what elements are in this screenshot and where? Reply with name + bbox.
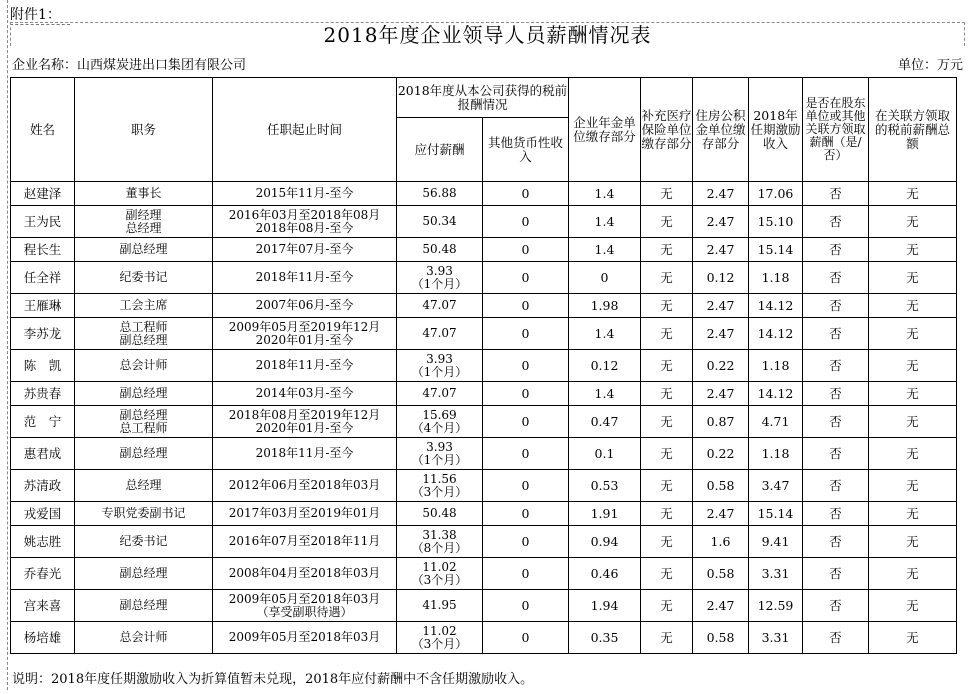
related-pay-cell: 无 xyxy=(869,406,957,438)
other-income-cell: 0 xyxy=(483,558,569,590)
position-cell xyxy=(75,382,213,406)
incentive-cell: 17.06 xyxy=(749,182,803,206)
salary-line: 50.48 xyxy=(422,506,457,520)
position-cell xyxy=(75,350,213,382)
term-line: 2020年01月-至今 xyxy=(255,332,354,347)
related-flag-cell: 否 xyxy=(803,206,869,238)
salary-cell xyxy=(397,382,483,406)
related-pay-cell: 无 xyxy=(869,558,957,590)
position-line: 副总经理 xyxy=(119,407,168,422)
housing-cell: 0.12 xyxy=(693,262,749,294)
salary-line: 15.69 xyxy=(422,407,457,422)
annuity-cell: 1.4 xyxy=(569,238,641,262)
salary-line: 11.02 xyxy=(422,559,457,574)
other-income-cell: 0 xyxy=(483,262,569,294)
position-line: 总会计师 xyxy=(119,358,168,372)
related-pay-cell: 无 xyxy=(869,350,957,382)
position-cell xyxy=(75,262,213,294)
housing-cell: 2.47 xyxy=(693,206,749,238)
medical-cell: 无 xyxy=(641,590,693,622)
position-line: 总经理 xyxy=(125,478,162,492)
header-name: 姓名 xyxy=(11,78,75,182)
table-row xyxy=(11,206,957,238)
annuity-cell: 0.53 xyxy=(569,470,641,502)
other-income-cell: 0 xyxy=(483,438,569,470)
term-cell xyxy=(213,470,397,502)
medical-cell: 无 xyxy=(641,438,693,470)
term-line: 2008年04月至2018年03月 xyxy=(228,566,381,580)
position-cell xyxy=(75,206,213,238)
related-flag-cell: 否 xyxy=(803,294,869,318)
position-line: 副总经理 xyxy=(119,566,168,580)
salary-line: 3.93 xyxy=(426,439,453,454)
medical-cell: 无 xyxy=(641,622,693,654)
housing-cell: 2.47 xyxy=(693,238,749,262)
related-flag-cell: 否 xyxy=(803,502,869,526)
position-line: 总会计师 xyxy=(119,630,168,644)
salary-line: （3个月） xyxy=(411,636,468,651)
table-row xyxy=(11,318,957,350)
salary-cell xyxy=(397,502,483,526)
term-line: 2015年11月-至今 xyxy=(255,186,354,200)
salary-cell xyxy=(397,558,483,590)
housing-cell: 0.58 xyxy=(693,622,749,654)
annuity-cell: 1.94 xyxy=(569,590,641,622)
related-flag-cell: 否 xyxy=(803,526,869,558)
salary-line: 47.07 xyxy=(422,326,457,340)
term-cell xyxy=(213,382,397,406)
medical-cell: 无 xyxy=(641,350,693,382)
table-row xyxy=(11,590,957,622)
table-row xyxy=(11,182,957,206)
salary-line: （8个月） xyxy=(411,540,468,555)
header-housing: 住房公积金单位缴存部分 xyxy=(693,78,749,182)
table-row xyxy=(11,382,957,406)
related-pay-cell: 无 xyxy=(869,590,957,622)
position-cell xyxy=(75,438,213,470)
housing-cell: 2.47 xyxy=(693,590,749,622)
medical-cell: 无 xyxy=(641,558,693,590)
housing-cell: 0.58 xyxy=(693,470,749,502)
position-line: 副总经理 xyxy=(119,332,168,347)
table-row xyxy=(11,438,957,470)
name-cell: 惠君成 xyxy=(11,438,75,470)
salary-line: （4个月） xyxy=(411,420,468,435)
name-cell: 王雁琳 xyxy=(11,294,75,318)
incentive-cell: 15.10 xyxy=(749,206,803,238)
related-flag-cell: 否 xyxy=(803,182,869,206)
table-row xyxy=(11,622,957,654)
attachment-label: 附件1： xyxy=(10,4,70,25)
position-cell xyxy=(75,238,213,262)
position-cell xyxy=(75,470,213,502)
position-cell xyxy=(75,502,213,526)
position-line: 总工程师 xyxy=(119,420,168,435)
term-line: （享受副职待遇） xyxy=(256,604,353,619)
header-annuity: 企业年金单位缴存部分 xyxy=(569,78,641,182)
medical-cell: 无 xyxy=(641,502,693,526)
salary-cell xyxy=(397,206,483,238)
annuity-cell: 1.4 xyxy=(569,382,641,406)
salary-cell xyxy=(397,470,483,502)
table-row xyxy=(11,262,957,294)
other-income-cell: 0 xyxy=(483,318,569,350)
name-cell: 宫来喜 xyxy=(11,590,75,622)
footnote: 说明：2018年度任期激励收入为折算值暂未兑现，2018年应付薪酬中不含任期激励收入。 xyxy=(12,672,534,687)
salary-line: （3个月） xyxy=(411,484,468,499)
incentive-cell: 14.12 xyxy=(749,318,803,350)
housing-cell: 1.6 xyxy=(693,526,749,558)
term-line: 2007年06月-至今 xyxy=(255,298,354,312)
term-line: 2009年05月至2018年03月 xyxy=(228,630,381,644)
incentive-cell: 3.31 xyxy=(749,558,803,590)
related-pay-cell: 无 xyxy=(869,502,957,526)
other-income-cell: 0 xyxy=(483,206,569,238)
position-line: 纪委书记 xyxy=(119,534,168,548)
company-name: 山西煤炭进出口集团有限公司 xyxy=(77,58,247,73)
table-title: 2018年度企业领导人员薪酬情况表 xyxy=(10,22,965,46)
term-line: 2016年03月至2018年08月 xyxy=(228,207,381,222)
sheet-border xyxy=(7,0,8,690)
table-row xyxy=(11,470,957,502)
related-pay-cell: 无 xyxy=(869,470,957,502)
housing-cell: 2.47 xyxy=(693,502,749,526)
annuity-cell: 0.35 xyxy=(569,622,641,654)
incentive-cell: 15.14 xyxy=(749,238,803,262)
term-cell xyxy=(213,238,397,262)
housing-cell: 0.22 xyxy=(693,438,749,470)
term-cell xyxy=(213,590,397,622)
position-cell xyxy=(75,590,213,622)
medical-cell: 无 xyxy=(641,318,693,350)
salary-cell xyxy=(397,590,483,622)
housing-cell: 0.87 xyxy=(693,406,749,438)
other-income-cell: 0 xyxy=(483,622,569,654)
table-row xyxy=(11,502,957,526)
term-cell xyxy=(213,558,397,590)
name-cell: 任全祥 xyxy=(11,262,75,294)
position-cell xyxy=(75,526,213,558)
position-line: 董事长 xyxy=(125,186,162,200)
header-other-income: 其他货币性收入 xyxy=(483,118,569,182)
term-line: 2018年08月至2019年12月 xyxy=(228,407,381,422)
term-line: 2014年03月-至今 xyxy=(255,386,354,400)
related-flag-cell: 否 xyxy=(803,262,869,294)
medical-cell: 无 xyxy=(641,526,693,558)
salary-line: （3个月） xyxy=(411,572,468,587)
term-line: 2009年05月至2019年12月 xyxy=(228,319,381,334)
header-position: 职务 xyxy=(75,78,213,182)
related-pay-cell: 无 xyxy=(869,238,957,262)
related-pay-cell: 无 xyxy=(869,294,957,318)
related-pay-cell: 无 xyxy=(869,206,957,238)
related-flag-cell: 否 xyxy=(803,238,869,262)
related-flag-cell: 否 xyxy=(803,350,869,382)
term-line: 2009年05月至2018年03月 xyxy=(228,591,381,606)
position-line: 副总经理 xyxy=(119,598,168,612)
position-line: 总经理 xyxy=(125,220,162,235)
name-cell: 戎爱国 xyxy=(11,502,75,526)
header-related-flag: 是否在股东单位或其他关联方领取薪酬（是/否） xyxy=(803,78,869,182)
salary-cell xyxy=(397,406,483,438)
annuity-cell: 0.46 xyxy=(569,558,641,590)
salary-line: （1个月） xyxy=(411,452,468,467)
annuity-cell: 0.47 xyxy=(569,406,641,438)
term-line: 2012年06月至2018年03月 xyxy=(228,478,381,492)
medical-cell: 无 xyxy=(641,406,693,438)
term-cell xyxy=(213,438,397,470)
name-cell: 范 宁 xyxy=(11,406,75,438)
salary-line: （1个月） xyxy=(411,276,468,291)
salary-cell xyxy=(397,350,483,382)
term-line: 2017年03月至2019年01月 xyxy=(228,506,381,520)
header-related-pay: 在关联方领取的税前薪酬总额 xyxy=(869,78,957,182)
name-cell: 苏清政 xyxy=(11,470,75,502)
table-row xyxy=(11,406,957,438)
related-flag-cell: 否 xyxy=(803,318,869,350)
incentive-cell: 15.14 xyxy=(749,502,803,526)
unit-label: 单位：万元 xyxy=(897,58,963,73)
name-cell: 乔春光 xyxy=(11,558,75,590)
table-row xyxy=(11,526,957,558)
salary-cell xyxy=(397,238,483,262)
incentive-cell: 3.31 xyxy=(749,622,803,654)
salary-cell xyxy=(397,622,483,654)
other-income-cell: 0 xyxy=(483,182,569,206)
medical-cell: 无 xyxy=(641,382,693,406)
incentive-cell: 1.18 xyxy=(749,262,803,294)
position-cell xyxy=(75,558,213,590)
name-cell: 李苏龙 xyxy=(11,318,75,350)
term-line: 2016年07月至2018年11月 xyxy=(228,534,381,548)
name-cell: 赵建泽 xyxy=(11,182,75,206)
other-income-cell: 0 xyxy=(483,590,569,622)
position-cell xyxy=(75,294,213,318)
name-cell: 程长生 xyxy=(11,238,75,262)
related-pay-cell: 无 xyxy=(869,438,957,470)
annuity-cell: 1.4 xyxy=(569,182,641,206)
salary-line: 56.88 xyxy=(422,186,457,200)
medical-cell: 无 xyxy=(641,294,693,318)
related-flag-cell: 否 xyxy=(803,406,869,438)
related-pay-cell: 无 xyxy=(869,182,957,206)
salary-line: 47.07 xyxy=(422,386,457,400)
salary-cell xyxy=(397,526,483,558)
salary-line: 47.07 xyxy=(422,298,457,312)
related-flag-cell: 否 xyxy=(803,558,869,590)
other-income-cell: 0 xyxy=(483,294,569,318)
related-flag-cell: 否 xyxy=(803,438,869,470)
incentive-cell: 3.47 xyxy=(749,470,803,502)
medical-cell: 无 xyxy=(641,182,693,206)
incentive-cell: 1.18 xyxy=(749,350,803,382)
term-line: 2018年11月-至今 xyxy=(255,446,354,460)
housing-cell: 2.47 xyxy=(693,382,749,406)
position-line: 纪委书记 xyxy=(119,270,168,284)
name-cell: 王为民 xyxy=(11,206,75,238)
term-cell xyxy=(213,318,397,350)
annuity-cell: 0 xyxy=(569,262,641,294)
housing-cell: 0.58 xyxy=(693,558,749,590)
table-row xyxy=(11,294,957,318)
other-income-cell: 0 xyxy=(483,526,569,558)
salary-table xyxy=(10,77,957,654)
term-cell xyxy=(213,206,397,238)
position-line: 专职党委副书记 xyxy=(101,506,186,520)
related-pay-cell: 无 xyxy=(869,318,957,350)
other-income-cell: 0 xyxy=(483,382,569,406)
housing-cell: 2.47 xyxy=(693,294,749,318)
header-pretax-group: 2018年度从本公司获得的税前报酬情况 xyxy=(397,78,569,118)
other-income-cell: 0 xyxy=(483,350,569,382)
position-line: 工会主席 xyxy=(119,298,168,312)
housing-cell: 0.22 xyxy=(693,350,749,382)
position-line: 副总经理 xyxy=(119,446,168,460)
salary-line: 50.48 xyxy=(422,242,457,256)
salary-line: 3.93 xyxy=(426,351,453,366)
header-incentive: 2018年任期激励收入 xyxy=(749,78,803,182)
annuity-cell: 0.12 xyxy=(569,350,641,382)
term-cell xyxy=(213,262,397,294)
medical-cell: 无 xyxy=(641,470,693,502)
salary-line: 3.93 xyxy=(426,263,453,278)
annuity-cell: 1.98 xyxy=(569,294,641,318)
related-flag-cell: 否 xyxy=(803,470,869,502)
salary-line: 50.34 xyxy=(422,214,457,228)
salary-line: 11.56 xyxy=(422,471,457,486)
term-cell xyxy=(213,526,397,558)
medical-cell: 无 xyxy=(641,206,693,238)
position-line: 副总经理 xyxy=(119,242,168,256)
name-cell: 苏贵春 xyxy=(11,382,75,406)
incentive-cell: 4.71 xyxy=(749,406,803,438)
salary-line: 31.38 xyxy=(422,527,457,542)
annuity-cell: 1.4 xyxy=(569,318,641,350)
housing-cell: 2.47 xyxy=(693,318,749,350)
salary-cell xyxy=(397,318,483,350)
company-label: 企业名称： xyxy=(12,58,78,73)
medical-cell: 无 xyxy=(641,262,693,294)
table-row xyxy=(11,238,957,262)
name-cell: 姚志胜 xyxy=(11,526,75,558)
salary-line: 41.95 xyxy=(422,598,457,612)
header-term: 任职起止时间 xyxy=(213,78,397,182)
annuity-cell: 1.4 xyxy=(569,206,641,238)
incentive-cell: 14.12 xyxy=(749,382,803,406)
term-line: 2018年08月-至今 xyxy=(255,220,354,235)
position-line: 副总经理 xyxy=(119,386,168,400)
annuity-cell: 0.94 xyxy=(569,526,641,558)
company-line xyxy=(12,56,246,76)
position-cell xyxy=(75,622,213,654)
salary-cell xyxy=(397,294,483,318)
other-income-cell: 0 xyxy=(483,238,569,262)
table-row xyxy=(11,350,957,382)
related-flag-cell: 否 xyxy=(803,382,869,406)
other-income-cell: 0 xyxy=(483,406,569,438)
salary-line: （1个月） xyxy=(411,364,468,379)
related-pay-cell: 无 xyxy=(869,526,957,558)
incentive-cell: 12.59 xyxy=(749,590,803,622)
term-cell xyxy=(213,502,397,526)
salary-cell xyxy=(397,262,483,294)
medical-cell: 无 xyxy=(641,238,693,262)
related-flag-cell: 否 xyxy=(803,590,869,622)
term-line: 2018年11月-至今 xyxy=(255,358,354,372)
term-cell xyxy=(213,350,397,382)
position-cell xyxy=(75,318,213,350)
term-cell xyxy=(213,622,397,654)
related-flag-cell: 否 xyxy=(803,622,869,654)
position-line: 总工程师 xyxy=(119,319,168,334)
table-row xyxy=(11,558,957,590)
term-line: 2017年07月-至今 xyxy=(255,242,354,256)
related-pay-cell: 无 xyxy=(869,262,957,294)
incentive-cell: 14.12 xyxy=(749,294,803,318)
salary-line: 11.02 xyxy=(422,623,457,638)
salary-cell xyxy=(397,438,483,470)
term-line: 2018年11月-至今 xyxy=(255,270,354,284)
term-cell xyxy=(213,406,397,438)
term-cell xyxy=(213,182,397,206)
annuity-cell: 0.1 xyxy=(569,438,641,470)
position-cell xyxy=(75,406,213,438)
position-line: 副经理 xyxy=(125,207,162,222)
header-medical: 补充医疗保险单位缴存部分 xyxy=(641,78,693,182)
related-pay-cell: 无 xyxy=(869,622,957,654)
incentive-cell: 1.18 xyxy=(749,438,803,470)
annuity-cell: 1.91 xyxy=(569,502,641,526)
term-line: 2020年01月-至今 xyxy=(255,420,354,435)
header-salary-due: 应付薪酬 xyxy=(397,118,483,182)
term-cell xyxy=(213,294,397,318)
incentive-cell: 9.41 xyxy=(749,526,803,558)
housing-cell: 2.47 xyxy=(693,182,749,206)
position-cell xyxy=(75,182,213,206)
other-income-cell: 0 xyxy=(483,470,569,502)
other-income-cell: 0 xyxy=(483,502,569,526)
name-cell: 陈 凯 xyxy=(11,350,75,382)
salary-cell xyxy=(397,182,483,206)
related-pay-cell: 无 xyxy=(869,382,957,406)
name-cell: 杨培雄 xyxy=(11,622,75,654)
